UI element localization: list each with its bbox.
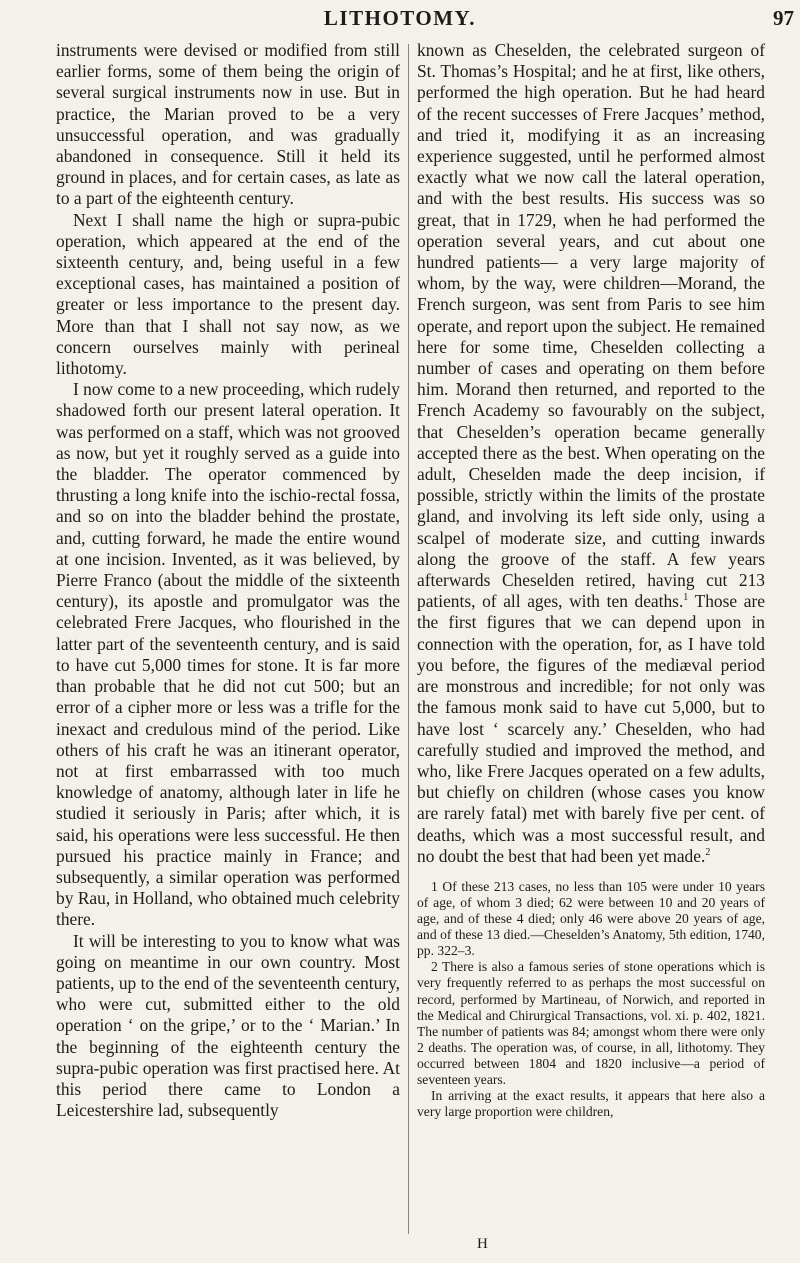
- running-title: LITHOTOMY.: [323, 6, 477, 30]
- paragraph: instruments were devised or modified from still earlier forms, some of them being the origin of several surgical instruments now in use. But in practice, the Marian proved to be a very unsuccessful operation, and was gradually abandoned in consequence. Still it held its ground in places, and for certain cases, as late as to a part of the eighteenth century.: [56, 40, 400, 209]
- running-head: [0, 4, 800, 32]
- paragraph: It will be interesting to you to know what was going on meantime in our own country. Most patients, up to the end of the seventeenth century, who were cut, submitted either to the old operation ‘ on the gripe,’ or to the ‘ Marian.’ In the beginning of the eighteenth century the supra-pubic operation was first practised here. At this period there came to London a Leicestershire lad, subsequently: [56, 930, 400, 1121]
- footnote: In arriving at the exact results, it appears that here also a very large proportion were children,: [417, 1088, 765, 1120]
- right-column: [417, 40, 765, 1120]
- paragraph-text: Those are the first figures that we can depend upon in connection with the operation, for, as I have told you before, the figures of the mediæval period are monstrous and incredible; for not only was the famous monk said to have cut 5,000, but to have lost ‘ scarcely any.’ Cheselden, who had carefully studied and improved the method, and who, like Frere Jacques operated on a few adults, but chiefly on children (whose cases you know are rarely fatal) met with barely five per cent. of deaths, which was a most successful result, and no doubt the best that had been yet made.: [417, 591, 765, 866]
- footnote-ref: 2: [705, 846, 711, 858]
- page-number: 97: [773, 6, 794, 30]
- signature-mark: H: [477, 1236, 488, 1252]
- paragraph: I now come to a new proceeding, which rudely shadowed forth our present lateral operation. It was performed on a staff, which was not grooved as now, but yet it roughly served as a guide into the bladder. The operator commenced by thrusting a long knife into the ischio-rectal fossa, and so on into the bladder behind the prostate, and, cutting forward, he made the entire wound at one incision. Invented, as it was believed, by Pierre Franco (about the middle of the sixteenth century), its apostle and promulgator was the celebrated Frere Jacques, who flourished in the latter part of the seventeenth century, and is said to have cut 5,000 times for stone. It is far more than probable that he did not cut 500; but an error of a cipher more or less was a trifle for the inexact and credulous mind of the period. Like others of his craft he was an itinerant operator, not at first embarrassed with too much knowledge of anatomy, although later in life he studied it seriously in Paris; after which, it is said, his operations were less successful. He then pursued his practice mainly in France; and subsequently, a similar operation was performed by Rau, in Holland, who obtained much celebrity there.: [56, 379, 400, 930]
- paragraph-text: known as Cheselden, the celebrated surgeon of St. Thomas’s Hospital; and he at first, like others, performed the high operation. But he had heard of the recent successes of Frere Jacques’ method, and tried it, modifying it as an increasing experience suggested, until he performed almost exactly what we now call the lateral operation, and with the best results. His success was so great, that in 1729, when he had performed the operation several years, and cut about one hundred patients— a very large majority of whom, by the way, were children—Morand, the French surgeon, was sent from Paris to see him operate, and report upon the subject. He remained here for some time, Cheselden collecting a number of cases and operating on them before him. Morand then returned, and reported to the French Academy so favourably on the subject, that Cheselden’s operation became generally accepted there as the best. When operating on the adult, Cheselden made the deep incision, if possible, strictly within the limits of the prostate gland, and involving its left side only, using a scalpel of moderate size, and cutting inwards along the groove of the staff. A few years afterwards Cheselden retired, having cut 213 patients, of all ages, with ten deaths.: [417, 40, 765, 612]
- column-divider: [408, 44, 409, 1234]
- footnotes: [417, 879, 765, 1120]
- paragraph: Next I shall name the high or supra-pubic operation, which appeared at the end of the sixteenth century, and, being useful in a few exceptional cases, has maintained a position of greater or less importance to the present day. More than that I shall not say now, as we concern ourselves mainly with perineal lithotomy.: [56, 209, 400, 379]
- paragraph: [417, 40, 765, 867]
- footnote: 2 There is also a famous series of stone operations which is very frequently referred to as perhaps the most successful on record, performed by Martineau, of Norwich, and reported in the Medical and Chirurgical Transactions, vol. xi. p. 402, 1821. The number of patients was 84; amongst whom there were only 2 deaths. The operation was, of course, in all, lithotomy. They occurred between 1804 and 1820 inclusive—a period of seventeen years.: [417, 959, 765, 1088]
- footnote-ref: 1: [683, 592, 689, 604]
- footnote: 1 Of these 213 cases, no less than 105 were under 10 years of age, of whom 3 died; 62 were between 10 and 20 years of age, and of these 4 died; only 46 were above 20 years of age, and of these 13 died.—Cheselden’s Anatomy, 5th edition, 1740, pp. 322–3.: [417, 878, 765, 959]
- left-column: [56, 40, 400, 1121]
